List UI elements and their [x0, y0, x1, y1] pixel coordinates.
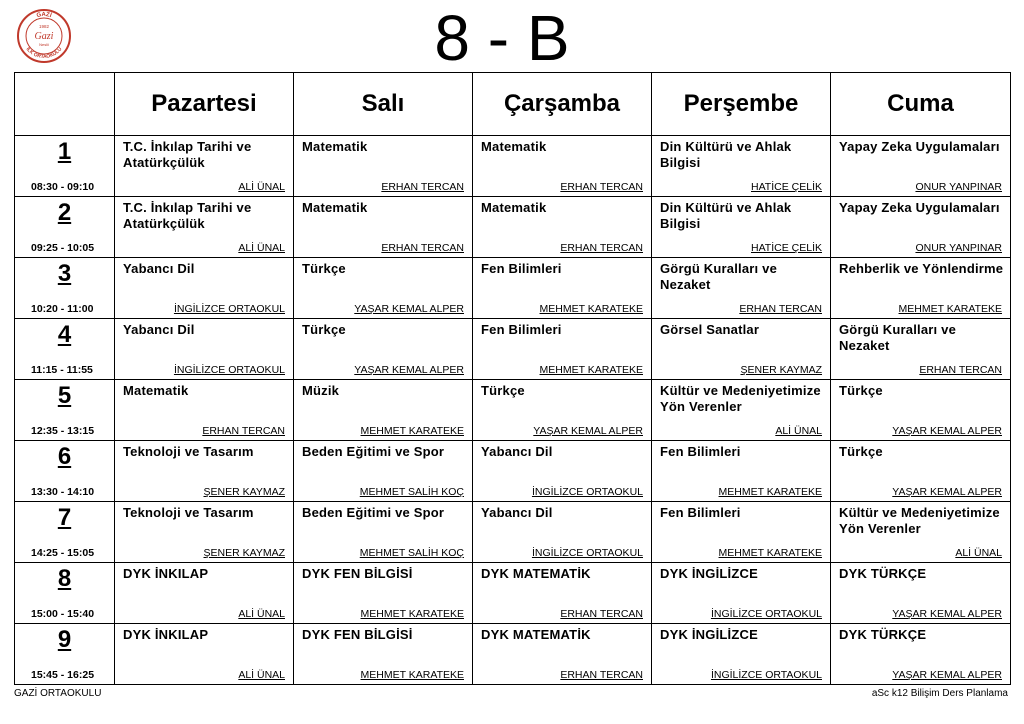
lesson-teacher: ALİ ÜNAL [238, 242, 285, 254]
timetable [14, 72, 1011, 685]
lesson-cell [831, 197, 1011, 258]
lesson-teacher: YAŞAR KEMAL ALPER [533, 425, 643, 437]
lesson-teacher: ERHAN TERCAN [560, 181, 643, 193]
lesson-teacher: MEHMET KARATEKE [539, 303, 643, 315]
lesson-subject: Türkçe [302, 322, 346, 337]
lesson-cell [294, 319, 473, 380]
lesson-teacher: ONUR YANPINAR [915, 242, 1002, 254]
lesson-cell [831, 441, 1011, 502]
lesson-teacher: HATİCE ÇELİK [751, 181, 822, 193]
day-header: Perşembe [652, 73, 831, 136]
lesson-subject: Beden Eğitimi ve Spor [302, 444, 445, 459]
lesson-teacher: ALİ ÜNAL [238, 669, 285, 681]
lesson-subject: Türkçe [302, 261, 346, 276]
lesson-teacher: MEHMET SALİH KOÇ [359, 486, 464, 498]
lesson-teacher: ŞENER KAYMAZ [203, 486, 285, 498]
day-header: Salı [294, 73, 473, 136]
lesson-cell [473, 258, 652, 319]
lesson-subject: DYK FEN BİLGİSİ [302, 627, 413, 642]
lesson-cell [115, 380, 294, 441]
lesson-cell [652, 136, 831, 197]
period-cell [15, 380, 115, 441]
lesson-subject: Matematik [481, 139, 547, 154]
lesson-subject: Müzik [302, 383, 340, 398]
period-time: 08:30 - 09:10 [31, 181, 95, 193]
period-time: 10:20 - 11:00 [31, 303, 94, 315]
lesson-cell [115, 319, 294, 380]
lesson-teacher: MEHMET KARATEKE [898, 303, 1002, 315]
lesson-cell [652, 258, 831, 319]
lesson-cell [294, 563, 473, 624]
lesson-subject: DYK TÜRKÇE [839, 627, 927, 642]
lesson-teacher: ALİ ÜNAL [775, 425, 822, 437]
lesson-subject: Kültür ve Medeniyetimize Yön Verenler [839, 505, 1000, 536]
lesson-subject: Görgü Kuralları ve Nezaket [660, 261, 778, 292]
lesson-cell [473, 441, 652, 502]
period-row [15, 136, 1011, 197]
lesson-cell [652, 319, 831, 380]
lesson-cell [473, 319, 652, 380]
lesson-subject: Görgü Kuralları ve Nezaket [839, 322, 957, 353]
lesson-cell [294, 380, 473, 441]
lesson-cell [115, 563, 294, 624]
period-row [15, 319, 1011, 380]
period-row [15, 441, 1011, 502]
period-time: 09:25 - 10:05 [31, 242, 95, 254]
period-cell [15, 502, 115, 563]
lesson-teacher: MEHMET KARATEKE [360, 608, 464, 620]
lesson-cell [831, 319, 1011, 380]
footer-software-credit: aSc k12 Bilişim Ders Planlama [871, 688, 1008, 699]
lesson-teacher: İNGİLİZCE ORTAOKUL [531, 486, 643, 498]
period-row [15, 258, 1011, 319]
period-number: 8 [57, 565, 72, 592]
lesson-teacher: ERHAN TERCAN [560, 669, 643, 681]
lesson-cell [652, 624, 831, 685]
period-number: 5 [57, 382, 72, 409]
lesson-subject: T.C. İnkılap Tarihi ve Atatürkçülük [123, 200, 252, 231]
lesson-subject: Fen Bilimleri [660, 444, 741, 459]
lesson-teacher: YAŞAR KEMAL ALPER [892, 425, 1002, 437]
lesson-subject: Türkçe [481, 383, 525, 398]
lesson-subject: Din Kültürü ve Ahlak Bilgisi [660, 139, 792, 170]
lesson-cell [831, 258, 1011, 319]
lesson-cell [652, 563, 831, 624]
svg-text:GAZİ: GAZİ [36, 11, 53, 20]
period-row [15, 563, 1011, 624]
lesson-cell [473, 380, 652, 441]
lesson-subject: Kültür ve Medeniyetimize Yön Verenler [660, 383, 821, 414]
lesson-subject: Matematik [302, 200, 368, 215]
lesson-teacher: YAŞAR KEMAL ALPER [354, 303, 464, 315]
lesson-teacher: ALİ ÜNAL [238, 608, 285, 620]
period-cell [15, 441, 115, 502]
svg-text:Neslii: Neslii [39, 42, 49, 47]
lesson-cell [652, 197, 831, 258]
lesson-subject: Yabancı Dil [123, 322, 195, 337]
lesson-cell [473, 136, 652, 197]
period-cell [15, 624, 115, 685]
lesson-teacher: ERHAN TERCAN [739, 303, 822, 315]
footer-school-name: GAZİ ORTAOKULU [14, 688, 102, 699]
period-row [15, 624, 1011, 685]
period-row [15, 197, 1011, 258]
svg-text:1982: 1982 [38, 24, 50, 29]
lesson-subject: Rehberlik ve Yönlendirme [839, 261, 1004, 276]
lesson-cell [831, 502, 1011, 563]
lesson-subject: Yabancı Dil [481, 505, 553, 520]
lesson-cell [115, 197, 294, 258]
lesson-teacher: MEHMET KARATEKE [539, 364, 643, 376]
lesson-cell [115, 136, 294, 197]
period-time: 14:25 - 15:05 [31, 547, 95, 559]
lesson-subject: Matematik [481, 200, 547, 215]
lesson-cell [652, 502, 831, 563]
lesson-subject: Fen Bilimleri [481, 261, 562, 276]
lesson-teacher: ALİ ÜNAL [955, 547, 1002, 559]
lesson-teacher: İNGİLİZCE ORTAOKUL [173, 303, 285, 315]
lesson-cell [652, 380, 831, 441]
lesson-subject: Beden Eğitimi ve Spor [302, 505, 445, 520]
lesson-subject: Yapay Zeka Uygulamaları [839, 139, 1000, 154]
lesson-cell [294, 197, 473, 258]
period-cell [15, 319, 115, 380]
period-number: 3 [57, 260, 72, 287]
class-title: 8 - B [434, 2, 570, 74]
lesson-teacher: ALİ ÜNAL [238, 181, 285, 193]
lesson-subject: Görsel Sanatlar [660, 322, 760, 337]
lesson-teacher: MEHMET KARATEKE [360, 669, 464, 681]
lesson-cell [115, 258, 294, 319]
lesson-teacher: MEHMET SALİH KOÇ [359, 547, 464, 559]
period-time: 13:30 - 14:10 [31, 486, 95, 498]
lesson-subject: Yabancı Dil [481, 444, 553, 459]
lesson-subject: Teknoloji ve Tasarım [123, 444, 254, 459]
lesson-teacher: ŞENER KAYMAZ [740, 364, 822, 376]
lesson-subject: DYK MATEMATİK [481, 566, 591, 581]
period-number: 4 [57, 321, 72, 348]
lesson-cell [473, 502, 652, 563]
lesson-subject: DYK İNKILAP [123, 627, 209, 642]
lesson-subject: Matematik [123, 383, 189, 398]
lesson-subject: Matematik [302, 139, 368, 154]
lesson-teacher: HATİCE ÇELİK [751, 242, 822, 254]
lesson-teacher: MEHMET KARATEKE [718, 486, 822, 498]
lesson-cell [294, 258, 473, 319]
lesson-subject: T.C. İnkılap Tarihi ve Atatürkçülük [123, 139, 252, 170]
lesson-cell [115, 502, 294, 563]
lesson-subject: Türkçe [839, 383, 883, 398]
lesson-subject: DYK FEN BİLGİSİ [302, 566, 413, 581]
lesson-cell [294, 624, 473, 685]
lesson-teacher: ERHAN TERCAN [202, 425, 285, 437]
day-header-row [15, 73, 1011, 136]
period-cell [15, 197, 115, 258]
lesson-teacher: ERHAN TERCAN [560, 242, 643, 254]
period-number: 6 [57, 443, 72, 470]
lesson-cell [115, 624, 294, 685]
lesson-teacher: İNGİLİZCE ORTAOKUL [173, 364, 285, 376]
lesson-teacher: ERHAN TERCAN [381, 242, 464, 254]
lesson-teacher: İNGİLİZCE ORTAOKUL [710, 608, 822, 620]
lesson-teacher: YAŞAR KEMAL ALPER [892, 486, 1002, 498]
lesson-teacher: MEHMET KARATEKE [718, 547, 822, 559]
lesson-cell [473, 197, 652, 258]
day-header: Çarşamba [473, 73, 652, 136]
lesson-cell [294, 136, 473, 197]
lesson-teacher: YAŞAR KEMAL ALPER [892, 669, 1002, 681]
lesson-cell [831, 624, 1011, 685]
lesson-subject: Yabancı Dil [123, 261, 195, 276]
period-cell [15, 563, 115, 624]
lesson-teacher: ERHAN TERCAN [560, 608, 643, 620]
day-header: Pazartesi [115, 73, 294, 136]
svg-text:Gazi: Gazi [34, 31, 54, 42]
corner-cell [15, 73, 115, 136]
period-row [15, 502, 1011, 563]
period-number: 1 [57, 138, 72, 165]
period-time: 15:45 - 16:25 [31, 669, 95, 681]
period-cell [15, 258, 115, 319]
period-number: 2 [57, 199, 72, 226]
lesson-teacher: MEHMET KARATEKE [360, 425, 464, 437]
lesson-subject: Yapay Zeka Uygulamaları [839, 200, 1000, 215]
lesson-cell [294, 441, 473, 502]
lesson-subject: Din Kültürü ve Ahlak Bilgisi [660, 200, 792, 231]
lesson-subject: DYK TÜRKÇE [839, 566, 927, 581]
lesson-teacher: ERHAN TERCAN [381, 181, 464, 193]
svg-text:İLK ORTAOKULU: İLK ORTAOKULU [24, 46, 64, 61]
lesson-cell [473, 563, 652, 624]
lesson-teacher: YAŞAR KEMAL ALPER [892, 608, 1002, 620]
lesson-teacher: İNGİLİZCE ORTAOKUL [710, 669, 822, 681]
lesson-subject: Fen Bilimleri [660, 505, 741, 520]
lesson-cell [294, 502, 473, 563]
period-time: 11:15 - 11:55 [31, 364, 93, 376]
lesson-cell [831, 136, 1011, 197]
lesson-cell [473, 624, 652, 685]
lesson-teacher: ŞENER KAYMAZ [203, 547, 285, 559]
lesson-teacher: İNGİLİZCE ORTAOKUL [531, 547, 643, 559]
lesson-teacher: ONUR YANPINAR [915, 181, 1002, 193]
lesson-subject: DYK MATEMATİK [481, 627, 591, 642]
lesson-subject: Teknoloji ve Tasarım [123, 505, 254, 520]
period-row [15, 380, 1011, 441]
lesson-subject: Fen Bilimleri [481, 322, 562, 337]
lesson-subject: DYK İNGİLİZCE [660, 566, 758, 581]
lesson-subject: Türkçe [839, 444, 883, 459]
period-number: 7 [57, 504, 72, 531]
lesson-cell [831, 380, 1011, 441]
lesson-cell [652, 441, 831, 502]
lesson-teacher: ERHAN TERCAN [919, 364, 1002, 376]
lesson-subject: DYK İNGİLİZCE [660, 627, 758, 642]
period-time: 12:35 - 13:15 [31, 425, 95, 437]
period-cell [15, 136, 115, 197]
day-header: Cuma [831, 73, 1011, 136]
lesson-teacher: YAŞAR KEMAL ALPER [354, 364, 464, 376]
period-time: 15:00 - 15:40 [31, 608, 95, 620]
lesson-cell [115, 441, 294, 502]
lesson-subject: DYK İNKILAP [123, 566, 209, 581]
period-number: 9 [57, 626, 72, 653]
lesson-cell [831, 563, 1011, 624]
